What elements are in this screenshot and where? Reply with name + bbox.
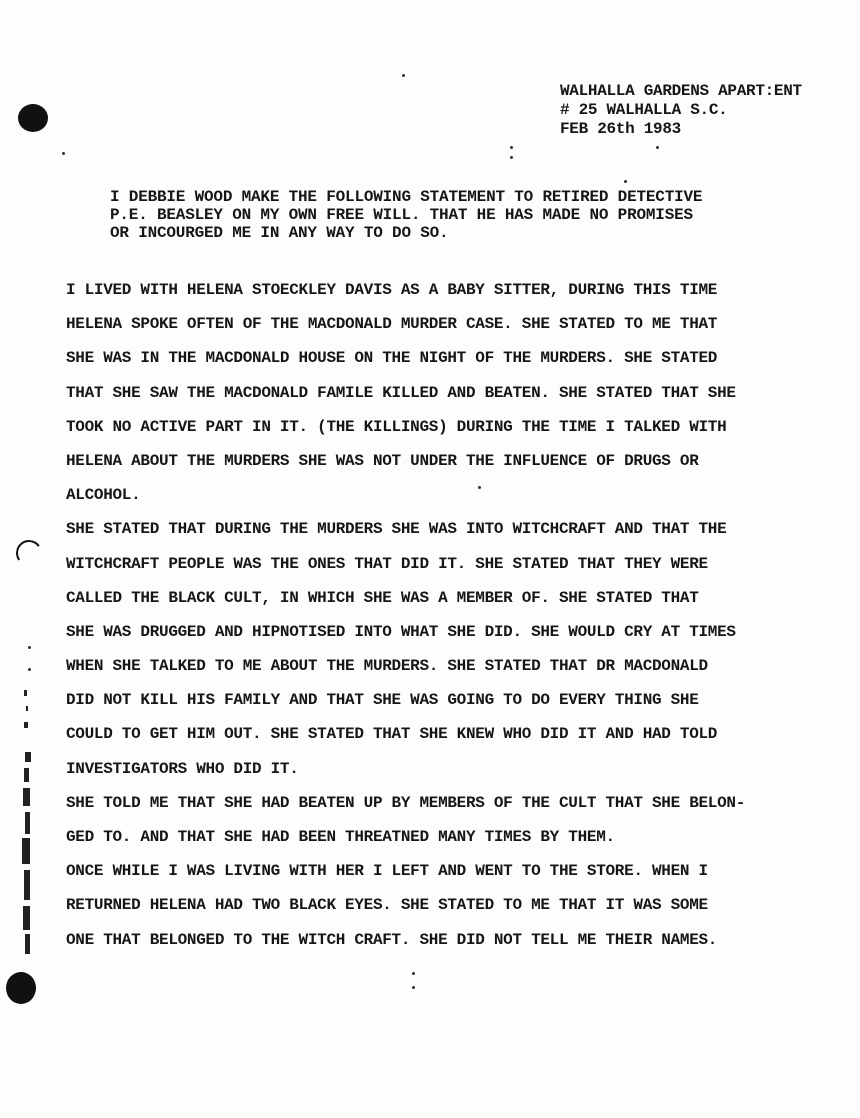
scan-edge-marks [14, 688, 36, 968]
scan-speck [28, 646, 31, 649]
scan-speck [510, 146, 513, 149]
scan-speck [412, 972, 415, 975]
body-line: TOOK NO ACTIVE PART IN IT. (THE KILLINGS) DURING THE TIME I TALKED WITH [66, 417, 727, 436]
body-line: ONCE WHILE I WAS LIVING WITH HER I LEFT AND WENT TO THE STORE. WHEN I [66, 862, 708, 881]
punch-hole-bottom [6, 972, 36, 1004]
statement-line: OR INCOURGED ME IN ANY WAY TO DO SO. [110, 224, 449, 242]
body-line: I LIVED WITH HELENA STOECKLEY DAVIS AS A BABY SITTER, DURING THIS TIME [66, 281, 718, 299]
body-line: WHEN SHE TALKED TO ME ABOUT THE MURDERS. SHE STATED THAT DR MACDONALD [66, 657, 708, 676]
scan-speck [624, 180, 627, 183]
scan-speck [62, 152, 65, 155]
body-line: RETURNED HELENA HAD TWO BLACK EYES. SHE STATED TO ME THAT IT WAS SOME [66, 896, 708, 915]
body-line: THAT SHE SAW THE MACDONALD FAMILE KILLED AND BEATEN. SHE STATED THAT SHE [66, 383, 736, 402]
scan-speck [402, 74, 405, 77]
body-line: INVESTIGATORS WHO DID IT. [66, 759, 299, 778]
header-address-line-1: WALHALLA GARDENS APART:ENT [560, 82, 802, 100]
body-line: HELENA SPOKE OFTEN OF THE MACDONALD MURDER CASE. SHE STATED TO ME THAT [66, 315, 718, 334]
body-line: DID NOT KILL HIS FAMILY AND THAT SHE WAS GOING TO DO EVERY THING SHE [66, 691, 699, 710]
body-line: HELENA ABOUT THE MURDERS SHE WAS NOT UNDER THE INFLUENCE OF DRUGS OR [66, 451, 699, 470]
scan-speck [28, 668, 31, 671]
statement-body [66, 273, 846, 957]
scan-speck [510, 156, 513, 159]
header-date: FEB 26th 1983 [560, 120, 681, 138]
punch-hole-top [18, 104, 48, 132]
scan-speck [412, 986, 415, 989]
body-line: SHE WAS DRUGGED AND HIPNOTISED INTO WHAT SHE DID. SHE WOULD CRY AT TIMES [66, 622, 736, 641]
scan-speck [656, 146, 659, 149]
body-line: SHE TOLD ME THAT SHE HAD BEATEN UP BY MEMBERS OF THE CULT THAT SHE BELON- [66, 793, 746, 812]
statement-line: P.E. BEASLEY ON MY OWN FREE WILL. THAT HE HAS MADE NO PROMISES [110, 206, 693, 224]
body-line: GED TO. AND THAT SHE HAD BEEN THREATNED MANY TIMES BY THEM. [66, 828, 615, 846]
binding-mark [14, 538, 44, 568]
body-line: ONE THAT BELONGED TO THE WITCH CRAFT. SHE DID NOT TELL ME THEIR NAMES. [66, 930, 718, 949]
statement-intro [110, 188, 830, 242]
body-line: SHE STATED THAT DURING THE MURDERS SHE WAS INTO WITCHCRAFT AND THAT THE [66, 520, 727, 539]
body-line: COULD TO GET HIM OUT. SHE STATED THAT SHE KNEW WHO DID IT AND HAD TOLD [66, 725, 718, 744]
body-line: CALLED THE BLACK CULT, IN WHICH SHE WAS A MEMBER OF. SHE STATED THAT [66, 588, 699, 607]
letter-header [560, 82, 850, 139]
body-line: WITCHCRAFT PEOPLE WAS THE ONES THAT DID IT. SHE STATED THAT THEY WERE [66, 554, 708, 573]
header-address-line-2: # 25 WALHALLA S.C. [560, 101, 728, 119]
statement-line: I DEBBIE WOOD MAKE THE FOLLOWING STATEMENT TO RETIRED DETECTIVE [110, 188, 703, 206]
body-line: SHE WAS IN THE MACDONALD HOUSE ON THE NIGHT OF THE MURDERS. SHE STATED [66, 349, 718, 368]
body-line: ALCOHOL. [66, 486, 141, 505]
